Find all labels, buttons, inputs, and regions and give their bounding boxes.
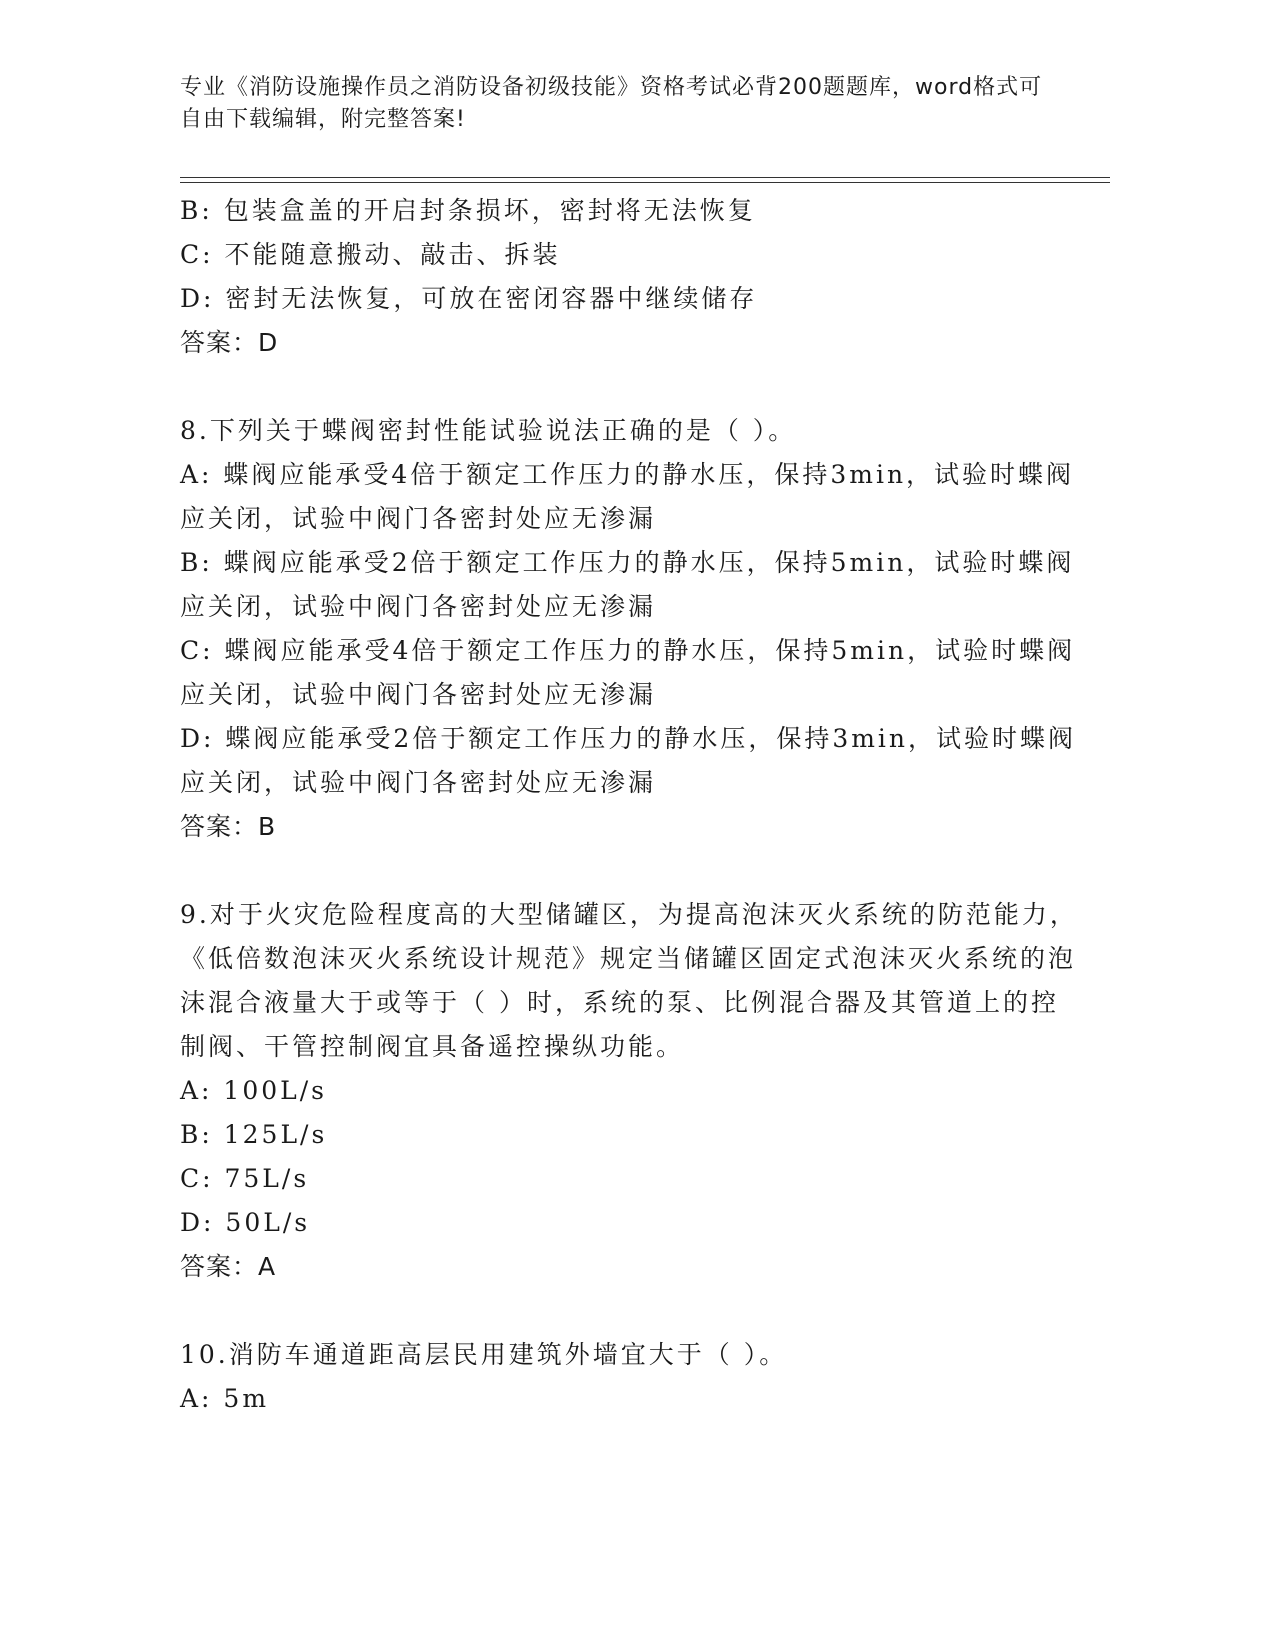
spacer: [180, 1289, 1080, 1333]
option-d: D: 密封无法恢复，可放在密闭容器中继续储存: [180, 284, 758, 313]
answer-line: 答案：A: [180, 1252, 277, 1281]
option-a: A: 100L/s: [180, 1076, 327, 1105]
option-a: A: 蝶阀应能承受4倍于额定工作压力的静水压，保持3min，试验时蝶阀应关闭，试验中阀门各密封处应无渗漏: [180, 460, 1075, 533]
option-c: C: 不能随意搬动、敲击、拆装: [180, 240, 561, 269]
question-stem: 9.对于火灾危险程度高的大型储罐区，为提高泡沫灭火系统的防范能力，《低倍数泡沫灭火系统设计规范》规定当储罐区固定式泡沫灭火系统的泡沫混合液量大于或等于（ ）时，系统的泵、比例混合器及其管道上的控制阀、干管控制阀宜具备遥控操纵功能。: [180, 900, 1078, 1061]
answer-line: 答案：B: [180, 812, 277, 841]
question-7: [180, 189, 1080, 365]
question-stem: 10.消防车通道距高层民用建筑外墙宜大于（ ）。: [180, 1340, 788, 1369]
question-8: [180, 409, 1080, 849]
option-b: B: 125L/s: [180, 1120, 328, 1149]
option-d: D: 蝶阀应能承受2倍于额定工作压力的静水压，保持3min，试验时蝶阀应关闭，试验中阀门各密封处应无渗漏: [180, 724, 1077, 797]
header-divider-bottom: [180, 182, 1110, 183]
option-c: C: 75L/s: [180, 1164, 310, 1193]
question-9: [180, 893, 1080, 1289]
document-header: 专业《消防设施操作员之消防设备初级技能》资格考试必背200题题库，word格式可自由下载编辑，附完整答案!: [180, 75, 1043, 132]
option-c: C: 蝶阀应能承受4倍于额定工作压力的静水压，保持5min，试验时蝶阀应关闭，试验中阀门各密封处应无渗漏: [180, 636, 1076, 709]
question-content: [180, 189, 1080, 1421]
option-d: D: 50L/s: [180, 1208, 311, 1237]
spacer: [180, 365, 1080, 409]
header-divider-top: [180, 177, 1110, 178]
option-a: A: 5m: [180, 1384, 270, 1413]
spacer: [180, 849, 1080, 893]
question-10: [180, 1333, 1080, 1421]
option-b: B: 蝶阀应能承受2倍于额定工作压力的静水压，保持5min，试验时蝶阀应关闭，试验中阀门各密封处应无渗漏: [180, 548, 1075, 621]
option-b: B: 包装盒盖的开启封条损坏，密封将无法恢复: [180, 196, 756, 225]
answer-line: 答案：D: [180, 328, 279, 357]
question-stem: 8.下列关于蝶阀密封性能试验说法正确的是（ ）。: [180, 416, 797, 445]
